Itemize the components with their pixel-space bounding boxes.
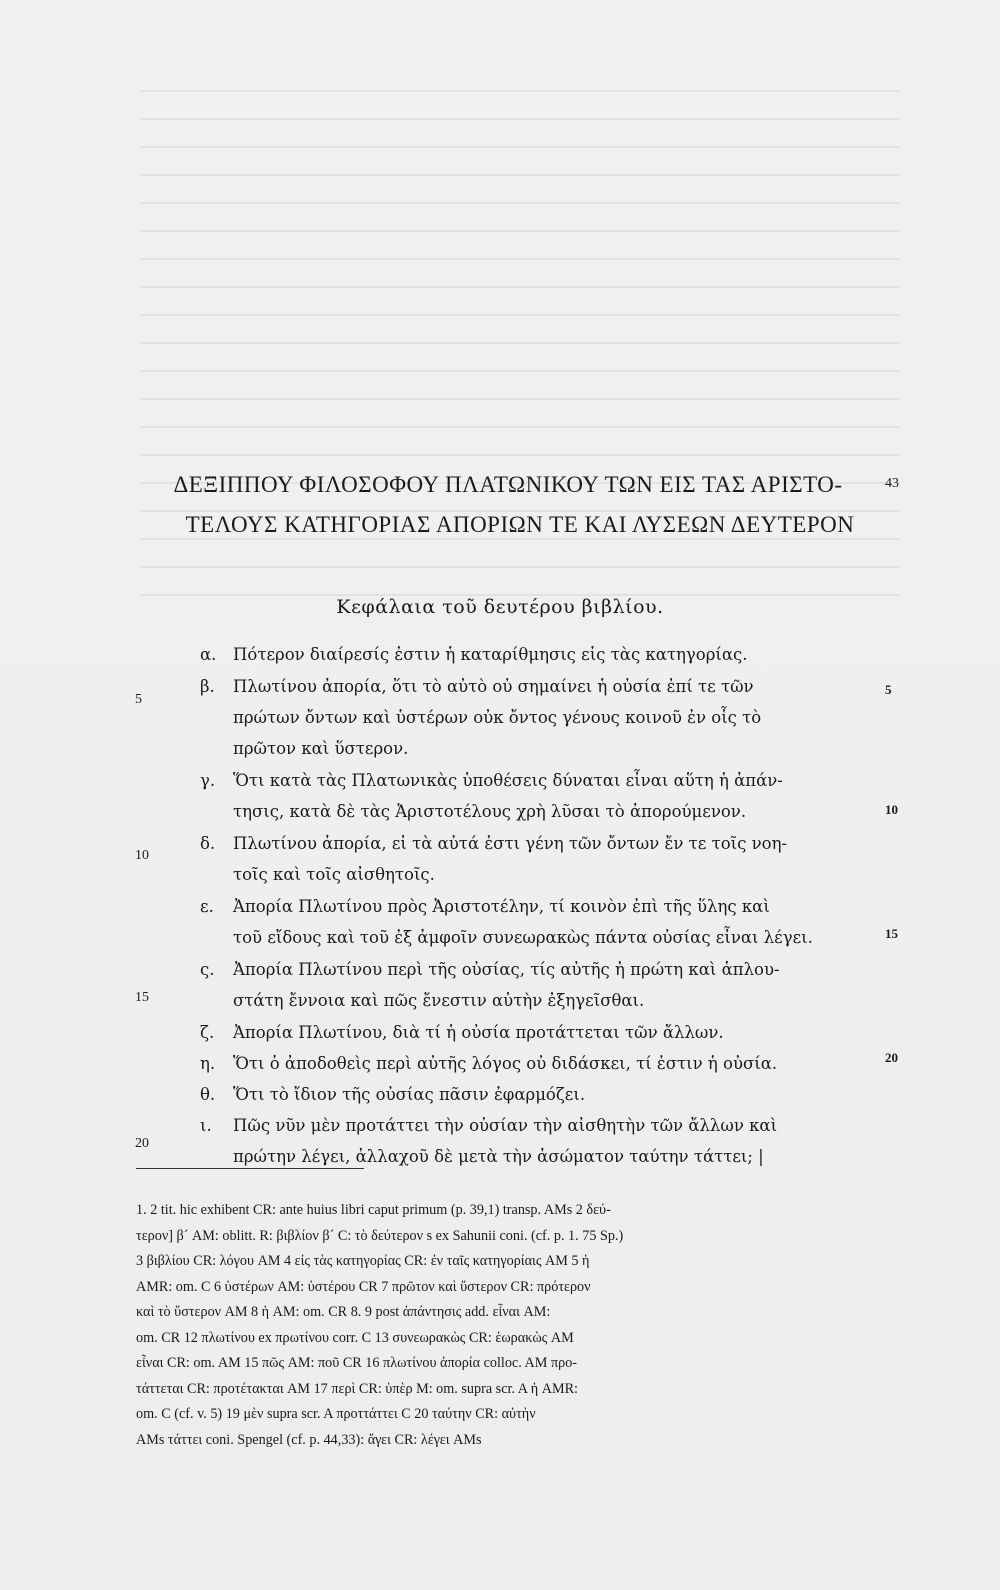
chapter-text-line: Ὅτι τὸ ἴδιον τῆς οὐσίας πᾶσιν ἐφαρμόζει. xyxy=(233,1085,586,1104)
line-number-left: 5 xyxy=(135,692,142,707)
line-number-right: 20 xyxy=(885,1050,898,1065)
footnote-separator xyxy=(136,1168,364,1169)
chapter-text-line: Ἀπορία Πλωτίνου πρὸς Ἀριστοτέλην, τί κοινὸν ἐπὶ τῆς ὕλης καὶ xyxy=(233,897,770,916)
chapter-text-line: Ἀπορία Πλωτίνου, διὰ τί ἡ οὐσία προτάττεται τῶν ἄλλων. xyxy=(233,1023,724,1042)
line-number-left: 15 xyxy=(135,990,149,1005)
margin-page-reference: 43 xyxy=(885,476,899,491)
apparatus-line: AMs τάττει coni. Spengel (cf. p. 44,33): ἄγει CR: λέγει AMs xyxy=(136,1431,482,1448)
book-title-line-1: ΔΕΞΙΠΠΟΥ ΦΙΛΟΣΟΦΟΥ ΠΛΑΤΩΝΙΚΟΥ ΤΩΝ ΕΙΣ ΤΑΣ ΑΡΙΣΤΟ- xyxy=(173,472,843,497)
apparatus-line: εἶναι CR: om. AM 15 πῶς AM: ποῦ CR 16 πλωτίνου ἀπορία colloc. AM προ- xyxy=(136,1355,578,1371)
chapter-label: α. xyxy=(200,645,217,664)
chapter-text-line: Πῶς νῦν μὲν προτάττει τὴν οὐσίαν τὴν αἰσθητὴν τῶν ἄλλων καὶ xyxy=(233,1116,778,1135)
chapter-text-line: τοῖς καὶ τοῖς αἰσθητοῖς. xyxy=(233,865,435,884)
chapter-text-line: τησις, κατὰ δὲ τὰς Ἀριστοτέλους χρὴ λῦσαι τὸ ἀπορούμενον. xyxy=(233,802,747,821)
chapter-text-line: πρώτων ὄντων καὶ ὑστέρων οὐκ ὄντος γένους κοινοῦ ἐν οἷς τὸ xyxy=(233,708,762,727)
chapter-label: η. xyxy=(200,1054,216,1073)
chapter-label: θ. xyxy=(200,1085,216,1104)
line-number-left: 20 xyxy=(135,1136,149,1151)
chapter-text-line: στάτη ἔννοια καὶ πῶς ἔνεστιν αὐτὴν ἐξηγεῖσθαι. xyxy=(233,991,645,1010)
chapter-text-line: Πότερον διαίρεσίς ἐστιν ἡ καταρίθμησις εἰς τὰς κατηγορίας. xyxy=(233,645,748,664)
line-number-left: 10 xyxy=(135,848,149,863)
apparatus-line: om. C (cf. v. 5) 19 μὲν supra scr. A προττάττει C 20 ταύτην CR: αὐτὴν xyxy=(136,1406,536,1422)
apparatus-line: τάττεται CR: προτέτακται AM 17 περὶ CR: ὑπὲρ M: om. supra scr. A ἡ AMR: xyxy=(136,1380,578,1397)
chapter-text-line: τοῦ εἴδους καὶ τοῦ ἐξ ἀμφοῖν συνεωρακὼς πάντα οὐσίας εἶναι λέγει. xyxy=(233,928,813,947)
chapter-label: ς. xyxy=(200,960,215,979)
chapter-text-line: Ὅτι ὁ ἀποδοθεὶς περὶ αὐτῆς λόγος οὐ διδάσκει, τί ἐστιν ἡ οὐσία. xyxy=(233,1054,778,1073)
chapter-label: β. xyxy=(200,677,215,696)
chapter-label: ζ. xyxy=(200,1023,215,1042)
apparatus-line: καὶ τὸ ὕστερον AM 8 ἡ AM: om. CR 8. 9 post ἀπάντησις add. εἶναι AM: xyxy=(136,1304,551,1320)
chapter-label: γ. xyxy=(200,771,216,790)
chapter-list-heading: Κεφάλαια τοῦ δευτέρου βιβλίου. xyxy=(336,596,664,618)
apparatus-line: τερον] β´ AM: oblitt. R: βιβλίον β´ C: τὸ δεύτερον s ex Sahunii coni. (cf. p. 1. 75 Sp.) xyxy=(136,1227,624,1244)
chapter-text-line: Ἀπορία Πλωτίνου περὶ τῆς οὐσίας, τίς αὐτῆς ἡ πρώτη καὶ ἁπλου- xyxy=(233,960,780,979)
apparatus-line: AMR: om. C 6 ὑστέρων AM: ὑστέρου CR 7 πρῶτον καὶ ὕστερον CR: πρότερον xyxy=(136,1278,591,1295)
apparatus-line: 1. 2 tit. hic exhibent CR: ante huius libri caput primum (p. 39,1) transp. AMs 2 δεύ- xyxy=(136,1202,611,1218)
book-title-line-2: ΤΕΛΟΥΣ ΚΑΤΗΓΟΡΙΑΣ ΑΠΟΡΙΩΝ ΤΕ ΚΑΙ ΛΥΣΕΩΝ ΔΕΥΤΕΡΟΝ xyxy=(185,512,855,537)
chapter-text-line: Ὅτι κατὰ τὰς Πλατωνικὰς ὑποθέσεις δύναται εἶναι αὕτη ἡ ἀπάν- xyxy=(233,771,783,790)
line-number-right: 5 xyxy=(885,682,892,697)
chapter-label: ι. xyxy=(200,1116,212,1135)
chapter-label: ε. xyxy=(200,897,214,916)
apparatus-line: om. CR 12 πλωτίνου ex πρωτίνου corr. C 13 συνεωρακὼς CR: ἑωρακὼς AM xyxy=(136,1329,574,1346)
line-number-right: 15 xyxy=(885,926,898,941)
chapter-text-line: πρῶτον καὶ ὕστερον. xyxy=(233,739,409,758)
apparatus-line: 3 βιβλίου CR: λόγου AM 4 εἰς τὰς κατηγορίας CR: ἐν ταῖς κατηγορίαις AM 5 ἡ xyxy=(136,1253,590,1269)
chapter-text-line: πρώτην λέγει, ἀλλαχοῦ δὲ μετὰ τὴν ἀσώματον ταύτην τάττει; | xyxy=(233,1147,764,1166)
critical-apparatus xyxy=(136,1198,896,1453)
chapter-text-line: Πλωτίνου ἀπορία, ὅτι τὸ αὐτὸ οὐ σημαίνει ἡ οὐσία ἐπί τε τῶν xyxy=(233,677,754,696)
chapter-label: δ. xyxy=(200,834,216,853)
line-number-right: 10 xyxy=(885,802,898,817)
chapter-text-line: Πλωτίνου ἀπορία, εἰ τὰ αὐτά ἐστι γένη τῶν ὄντων ἔν τε τοῖς νοη- xyxy=(233,834,788,853)
